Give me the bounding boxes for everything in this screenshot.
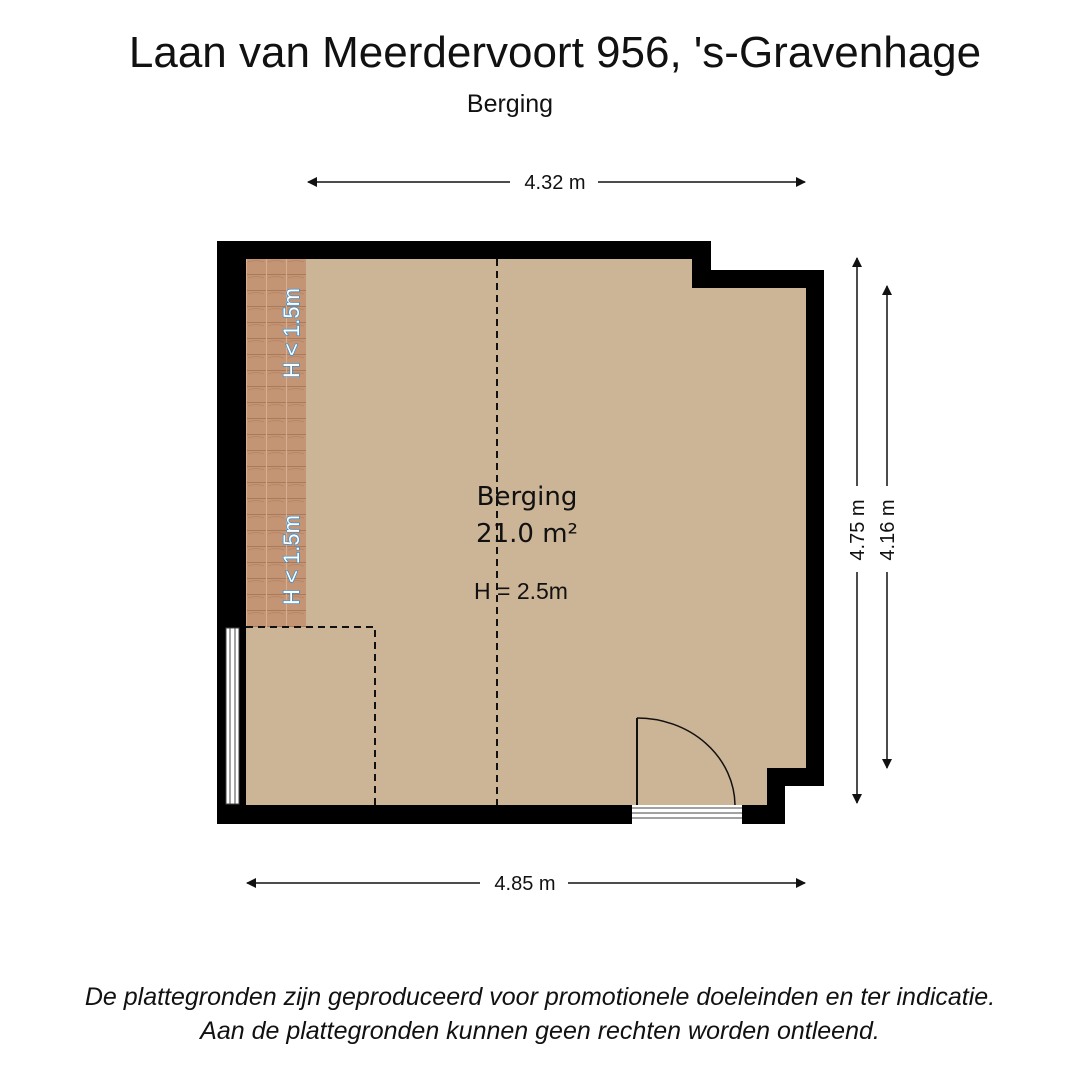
window-icon — [226, 628, 239, 804]
dimension-right-inner-label: 4.16 m — [877, 499, 899, 561]
room-name: Berging — [476, 482, 578, 512]
room-area: 21.0 m² — [476, 519, 578, 549]
disclaimer-line-1: De plattegronden zijn geproduceerd voor promotionele doeleinden en ter indicatie. — [84, 983, 996, 1011]
dimension-top-label: 4.32 m — [524, 172, 586, 194]
disclaimer-line-2: Aan de plattegronden kunnen geen rechten worden ontleend. — [200, 1017, 880, 1045]
dimension-right-inner — [877, 286, 899, 768]
low-ceiling-label-top: H < 1.5m — [279, 288, 304, 378]
page-subtitle: Berging — [466, 90, 554, 118]
dimension-right-outer-label: 4.75 m — [847, 499, 869, 561]
dimension-bottom — [247, 873, 805, 895]
page-title: Laan van Meerdervoort 956, 's-Gravenhage — [128, 28, 982, 77]
dimension-top — [308, 172, 805, 194]
dimension-right-outer — [847, 258, 869, 803]
dimension-bottom-label: 4.85 m — [494, 873, 556, 895]
room-height: H = 2.5m — [474, 578, 568, 604]
low-ceiling-label-bottom: H < 1.5m — [279, 515, 304, 605]
